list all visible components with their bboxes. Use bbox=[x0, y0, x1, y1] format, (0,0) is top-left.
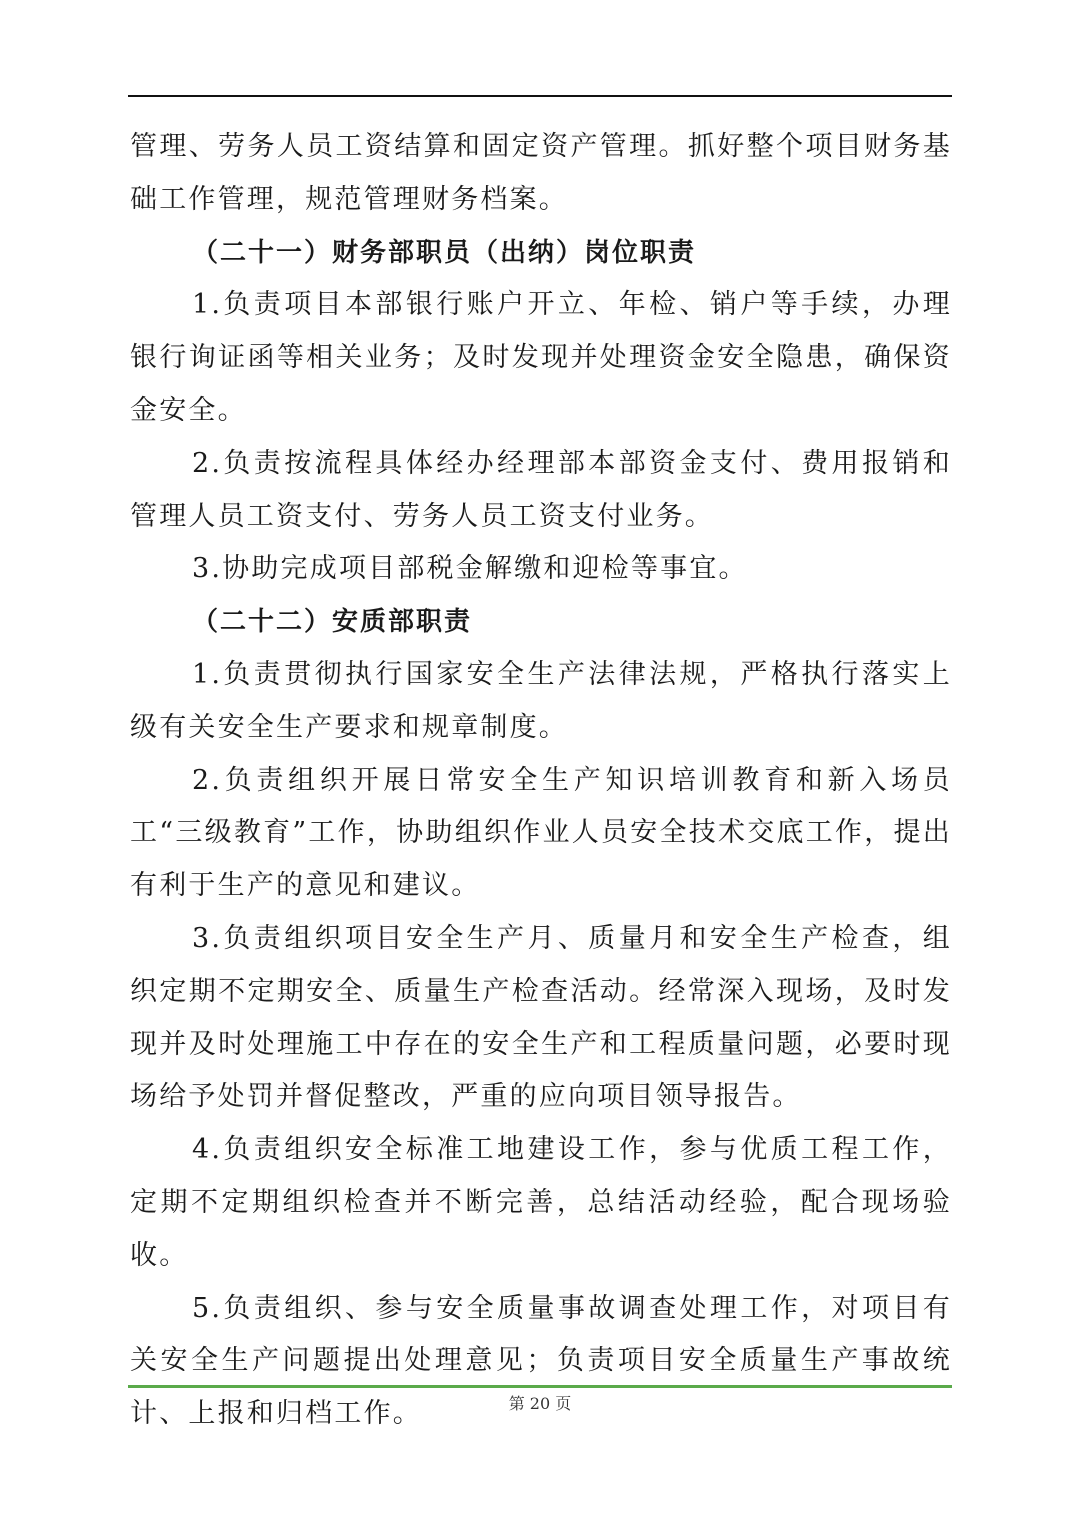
paragraph-item: 3.协助完成项目部税金解缴和迎检等事宜。 bbox=[192, 553, 748, 585]
document-body bbox=[130, 121, 952, 1441]
header-rule bbox=[128, 95, 952, 97]
page-number: 第 20 页 bbox=[508, 1394, 572, 1413]
footer-rule bbox=[128, 1385, 952, 1388]
paragraph-item: 5.负责组织、参与安全质量事故调查处理工作，对项目有关安全生产问题提出处理意见；负责项目安全质量生产事故统计、上报和归档工作。 bbox=[130, 1292, 952, 1430]
paragraph-item: 1.负责项目本部银行账户开立、年检、销户等手续，办理银行询证函等相关业务；及时发现并处理资金安全隐患，确保资金安全。 bbox=[130, 289, 952, 426]
paragraph-continuation: 管理、劳务人员工资结算和固定资产管理。抓好整个项目财务基础工作管理，规范管理财务档案。 bbox=[130, 131, 952, 215]
section-heading-finance-cashier: （二十一）财务部职员（出纳）岗位职责 bbox=[192, 237, 697, 268]
paragraph-item: 4.负责组织安全标准工地建设工作，参与优质工程工作，定期不定期组织检查并不断完善，总结活动经验，配合现场验收。 bbox=[130, 1134, 952, 1271]
paragraph-item: 2.负责组织开展日常安全生产知识培训教育和新入场员工“三级教育”工作，协助组织作业人员安全技术交底工作，提出有利于生产的意见和建议。 bbox=[130, 764, 952, 902]
paragraph-item: 3.负责组织项目安全生产月、质量月和安全生产检查，组织定期不定期安全、质量生产检查活动。经常深入现场，及时发现并及时处理施工中存在的安全生产和工程质量问题，必要时现场给予处罚并督促整改，严重的应向项目领导报告。 bbox=[130, 922, 952, 1113]
paragraph-item: 2.负责按流程具体经办经理部本部资金支付、费用报销和管理人员工资支付、劳务人员工资支付业务。 bbox=[130, 447, 952, 532]
paragraph-item: 1.负责贯彻执行国家安全生产法律法规，严格执行落实上级有关安全生产要求和规章制度。 bbox=[130, 658, 952, 743]
section-heading-safety-quality: （二十二）安质部职责 bbox=[192, 607, 473, 638]
